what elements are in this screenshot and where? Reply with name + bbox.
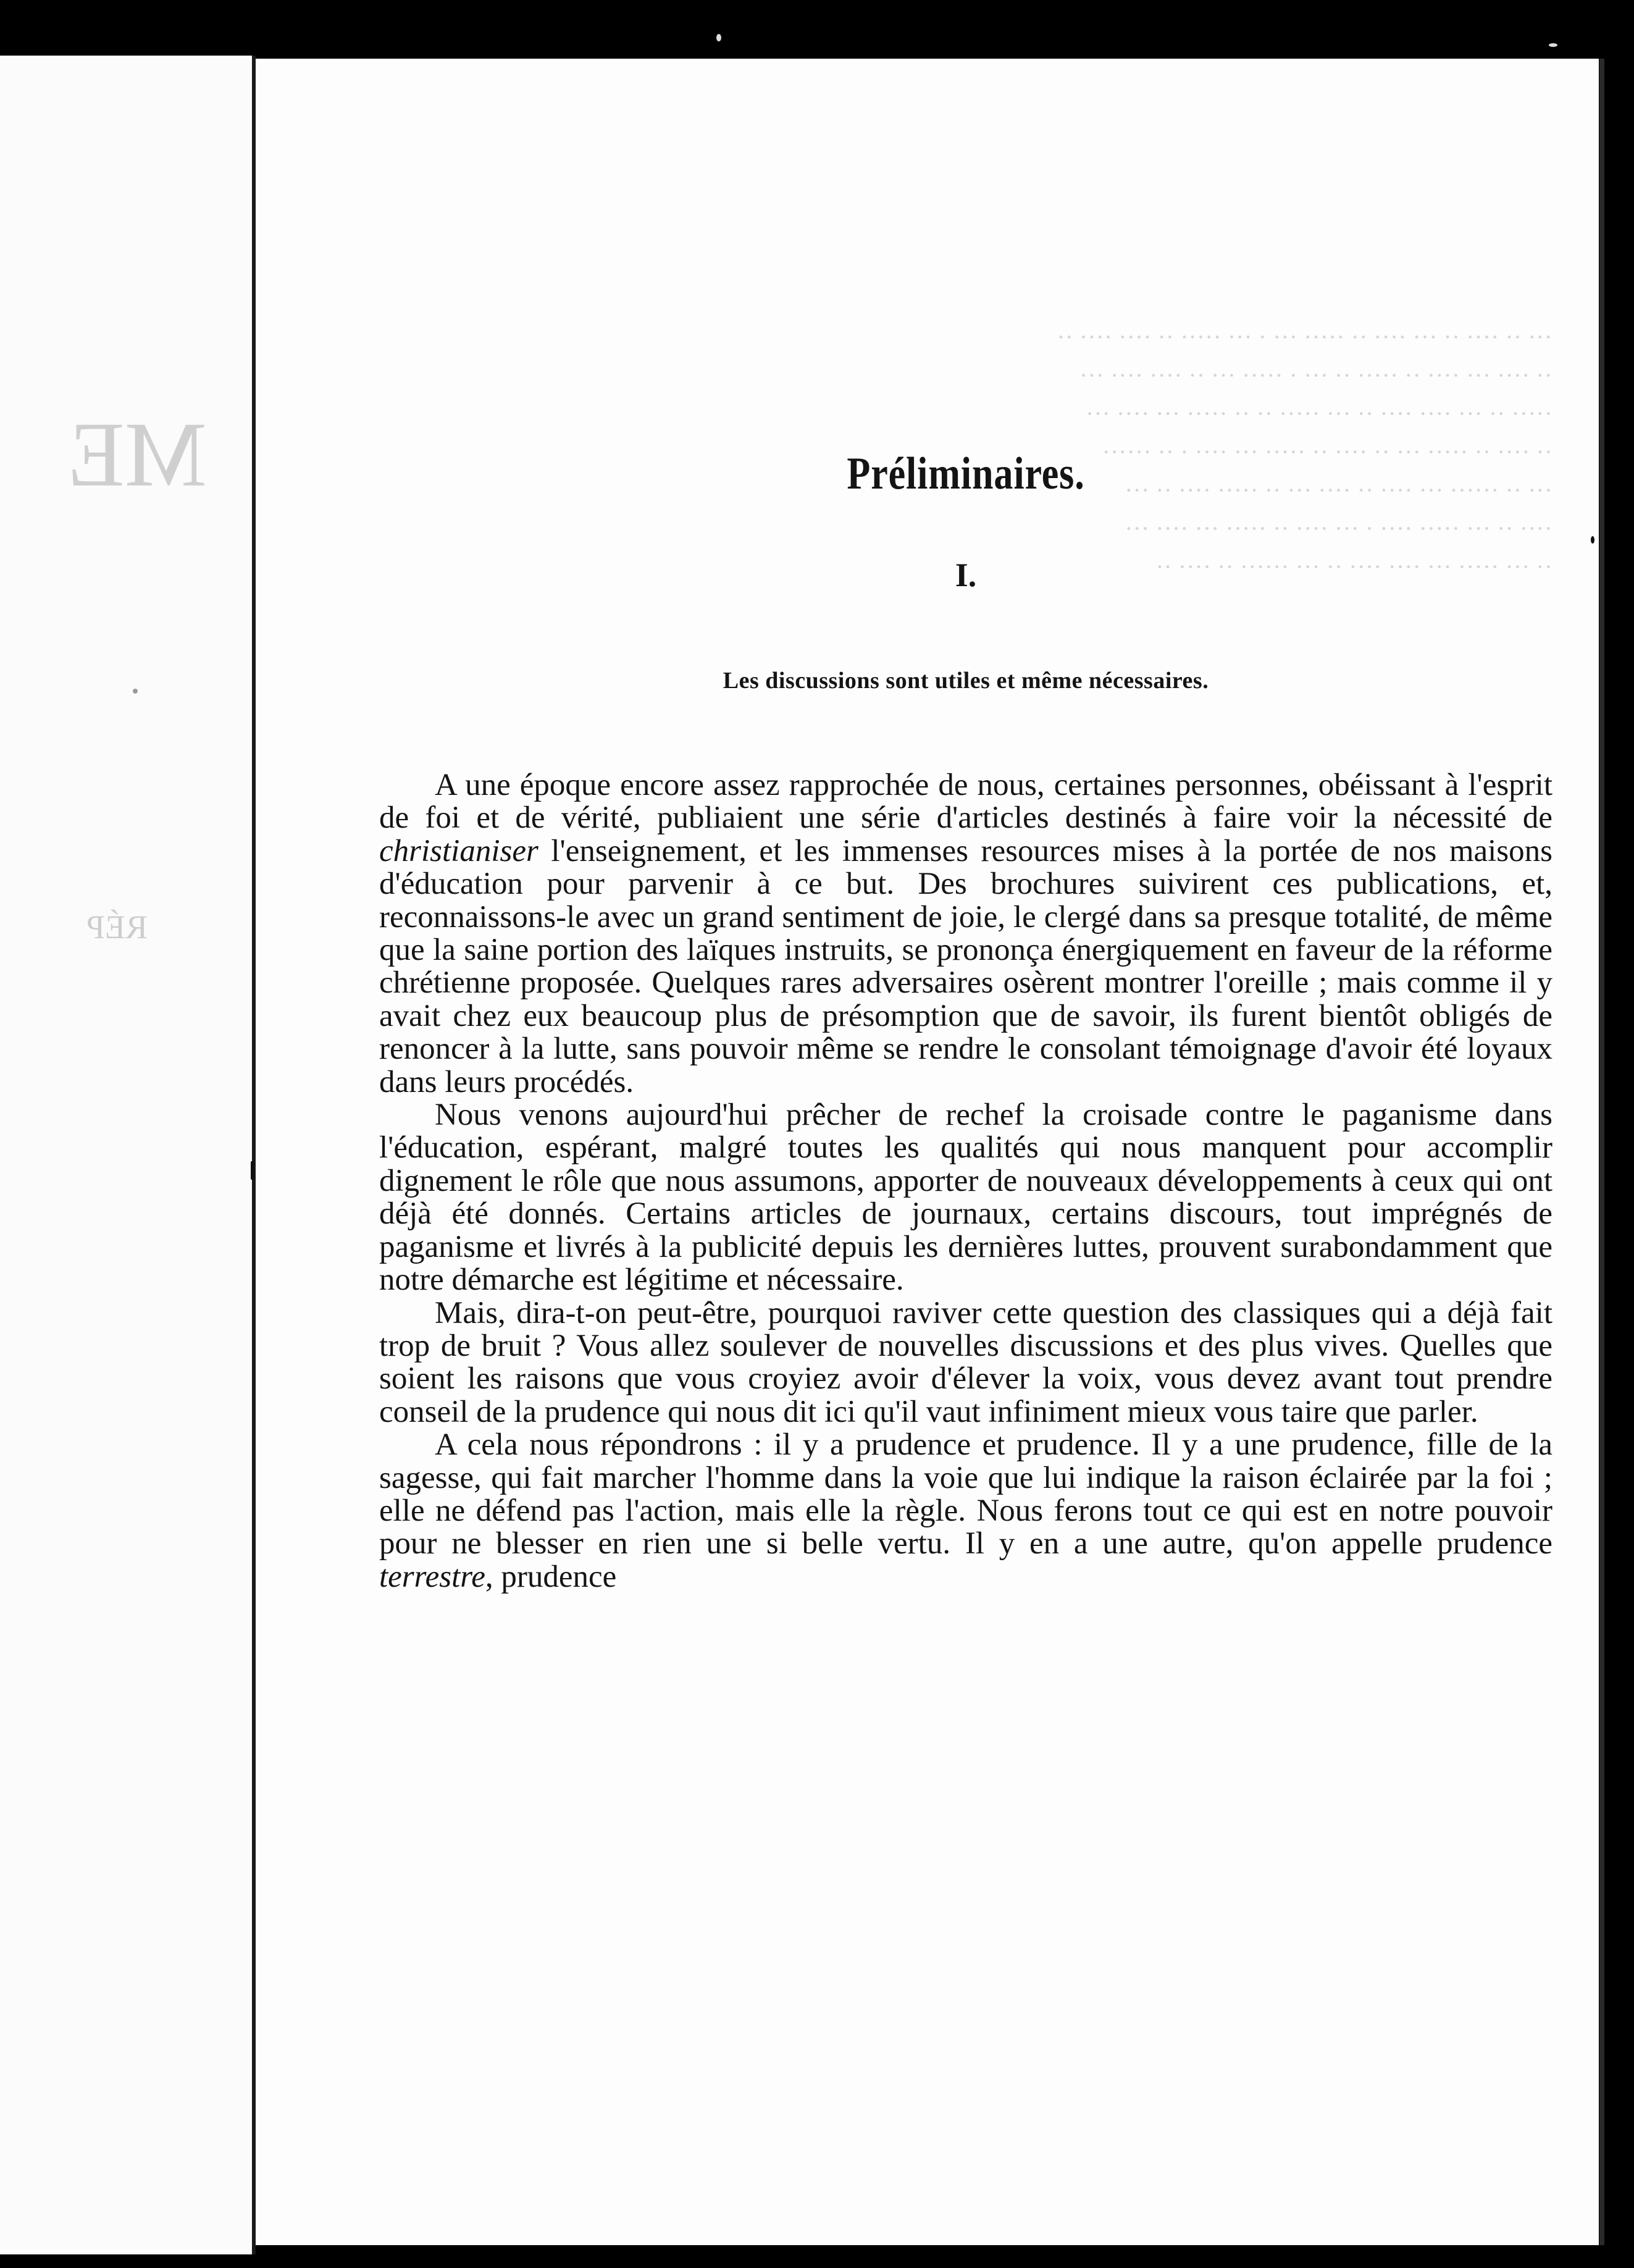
body-text <box>379 769 1552 1594</box>
italic-text-run: christianiser <box>379 833 538 868</box>
text-run: Nous venons aujourd'hui prêcher de rechef la croisade contre le paganisme dans l'éducation, espérant, malgré toutes les qualités qui nous manquent pour accomplir dignement le rôle que nous assumons, apporter de nouveaux développements à ceux qui ont déjà été donnés. Certains articles de journaux, certains discours, tout imprégnés de paganisme et livrés à la publicité depuis les dernières luttes, prouvent surabondamment que notre démarche est légitime et nécessaire. <box>379 1098 1552 1298</box>
ghost-letters-rep: RÉP <box>86 909 148 946</box>
paragraph <box>379 1297 1552 1429</box>
text-run: Mais, dira-t-on peut-être, pourquoi raviver cette question des classiques qui a déjà fait trop de bruit ? Vous allez soulever de nouvelles discussions et des plus vives. Quelles que soient les raisons que vous croyiez avoir d'élever la voix, vous devez avant tout prendre conseil de la prudence qui nous dit ici qu'il vaut infiniment mieux vous taire que parler. <box>379 1295 1552 1429</box>
section-subtitle: Les discussions sont utiles et même nécessaires. <box>723 668 1209 694</box>
scan-speck <box>1591 536 1594 544</box>
italic-text-run: terrestre <box>379 1559 485 1594</box>
chapter-title: Préliminaires. <box>847 448 1085 499</box>
paragraph <box>379 1429 1552 1594</box>
ghost-letters-me: ME <box>68 403 207 506</box>
text-run: , prudence <box>485 1559 617 1594</box>
bleed-through-text: ··· ·· ···· ·· ··· ···· ·· ····· ··· · ··· ····· ·· ···· ···· ·· ·· ···· ··· ···· ·· ····· ·· ··· · ····· ··· ·· ···· ···· ··· ····· ·· ··· ···· ···· ·· ··· ····· ·· ·· ····· ··· ···· ··· ·· ···· ·· ····· ··· ·· ···· ·· ····· ··· ···· · ·· ······ ··· ·· ······ ··· ···· ·· ···· ··· ·· ····· ···· ·· ··· ···· ·· ··· ····· ···· · ··· ···· ·· ····· ··· ···· ··· ·· ··· ····· ··· ···· ···· ·· ··· ······ ·· ···· ·· <box>1057 323 1552 581</box>
scanned-page <box>256 59 1599 2245</box>
page-right-edge <box>1599 59 1604 2245</box>
text-run: l'enseignement, et les immenses resources mises à la portée de nos maisons d'éducation pour parvenir à ce but. Des brochures suivirent ces publications, et, reconnaissons-le avec un grand sentiment de joie, le clergé dans sa presque totalité, de même que la saine portion des laïques instruits, se prononça énergiquement en faveur de la réforme chrétienne proposée. Quelques rares adversaires osèrent montrer l'oreille ; mais comme il y avait chez eux beaucoup plus de présomption que de savoir, ils furent bientôt obligés de renoncer à la lutte, sans pouvoir même se rendre le consolant témoignage d'avoir été loyaux dans leurs procédés. <box>379 833 1552 1099</box>
paragraph <box>379 769 1552 1099</box>
text-run: A une époque encore assez rapprochée de nous, certaines personnes, obéissant à l'esprit de foi et de vérité, publiaient une série d'articles destinés à faire voir la nécessité de <box>379 768 1552 836</box>
scan-speck <box>251 1161 254 1180</box>
section-number: I. <box>955 556 977 594</box>
scan-speck <box>133 689 138 694</box>
scan-speck <box>1549 43 1557 47</box>
scan-speck <box>716 34 721 41</box>
previous-page-edge <box>0 56 252 2254</box>
text-run: A cela nous répondrons : il y a prudence et prudence. Il y a une prudence, fille de la sagesse, qui fait marcher l'homme dans la voie que lui indique la raison éclairée par la foi ; elle ne défend pas l'action, mais elle la règle. Nous ferons tout ce qui est en notre pouvoir pour ne blesser en rien une si belle vertu. Il y en a une autre, qu'on appelle prudence <box>379 1427 1552 1561</box>
paragraph <box>379 1099 1552 1296</box>
